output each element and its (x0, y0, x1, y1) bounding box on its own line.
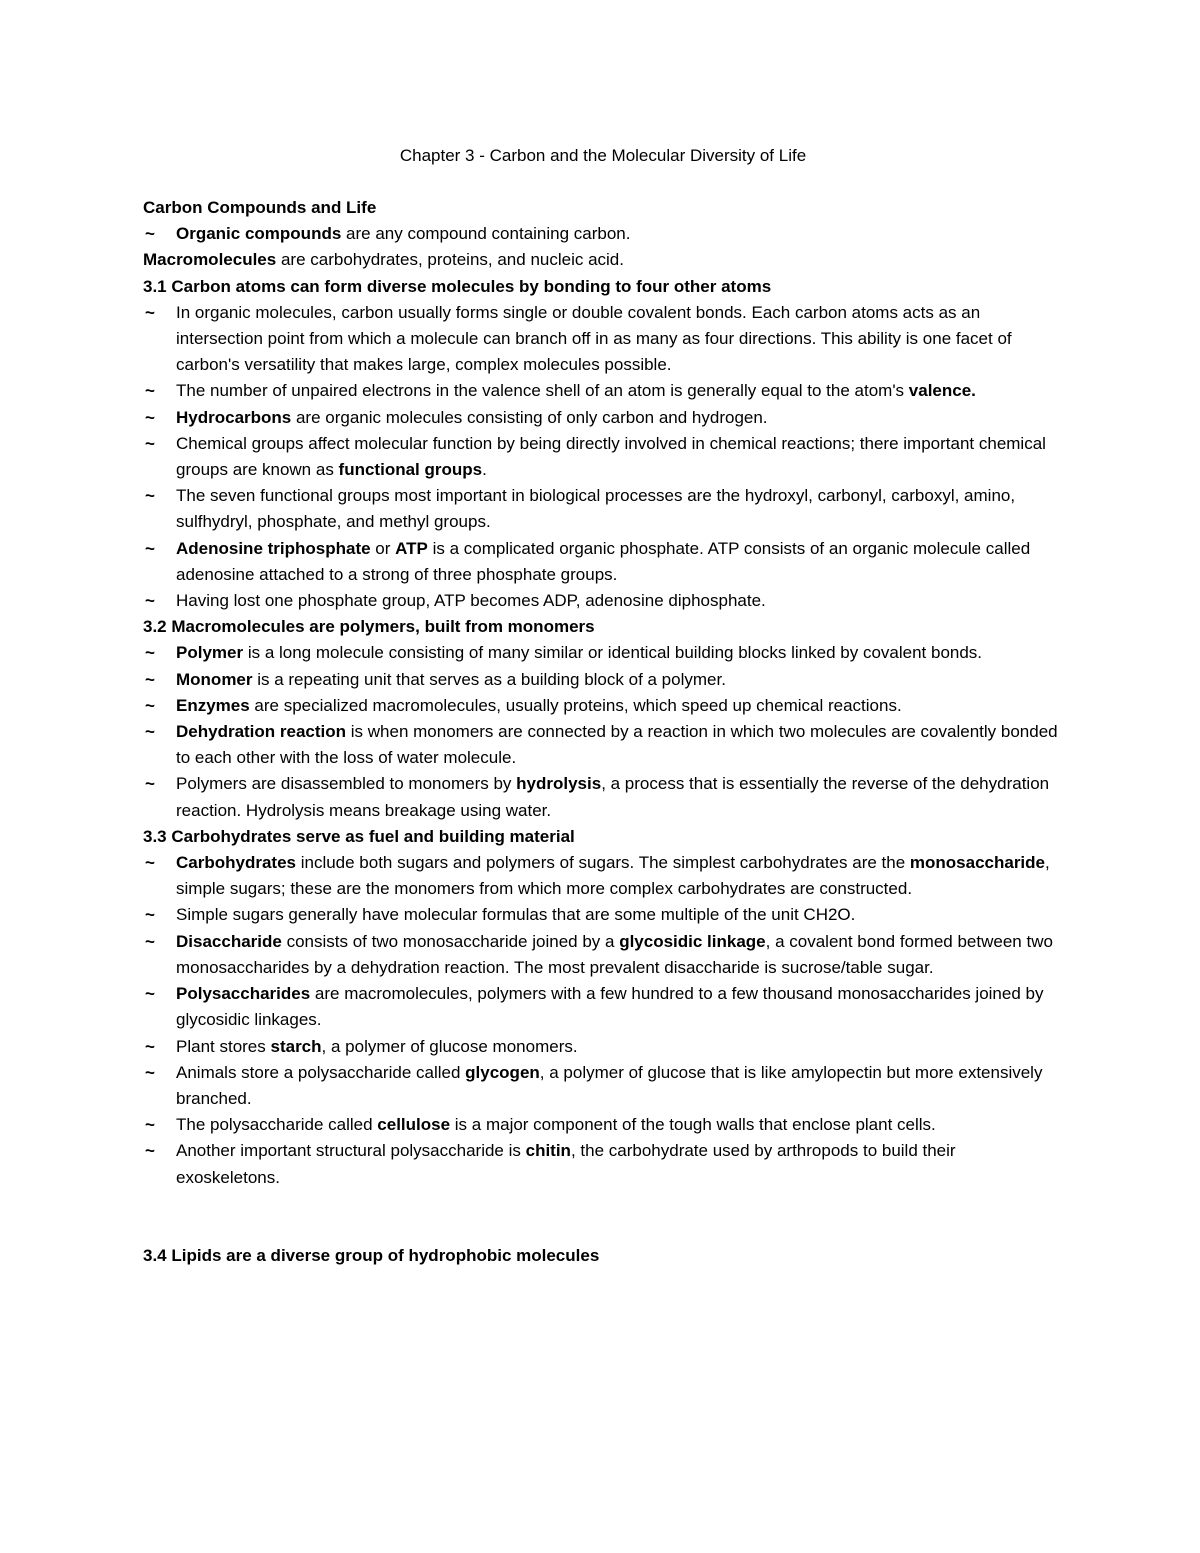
tilde-bullet-icon: ~ (145, 669, 155, 689)
text-run: , the carbohydrate used by arthropods to build their exoskeletons. (176, 1141, 956, 1187)
bold-term: valence. (908, 381, 976, 401)
bold-term: Enzymes (176, 695, 250, 715)
list-item (143, 929, 1063, 981)
list-item (143, 378, 1063, 404)
text-run: is a major component of the tough walls that enclose plant cells. (450, 1115, 936, 1135)
tilde-bullet-icon: ~ (145, 774, 155, 794)
section-heading: 3.3 Carbohydrates serve as fuel and building material (143, 826, 575, 846)
list-item (143, 640, 1063, 666)
paragraph (143, 247, 1063, 273)
bold-term: Polymer (176, 643, 244, 663)
tilde-bullet-icon: ~ (145, 1036, 155, 1056)
section-heading: Carbon Compounds and Life (143, 198, 377, 217)
bold-term: chitin (525, 1141, 571, 1161)
document-body (143, 143, 1063, 1269)
bold-term: glycosidic linkage (619, 931, 766, 951)
text-run: is a complicated organic phosphate. ATP consists of an organic molecule called adenosine attached to a strong of three phosphate groups. (176, 538, 1031, 584)
text-run: are specialized macromolecules, usually proteins, which speed up chemical reactions. (249, 695, 902, 715)
text-run: are organic molecules consisting of only carbon and hydrogen. (291, 407, 768, 427)
text-run: The polysaccharide called (176, 1115, 378, 1135)
tilde-bullet-icon: ~ (145, 538, 155, 558)
document-title: Chapter 3 - Carbon and the Molecular Diversity of Life (399, 146, 807, 165)
bold-term: ATP (395, 538, 428, 558)
text-run: , a process that is essentially the reverse of the dehydration reaction. Hydrolysis means breakage using water. (176, 774, 1050, 820)
list-item (143, 483, 1063, 535)
tilde-bullet-icon: ~ (145, 722, 155, 742)
tilde-bullet-icon: ~ (145, 486, 155, 506)
section (143, 614, 1063, 824)
bold-term: Hydrocarbons (176, 407, 292, 427)
text-run: , simple sugars; these are the monomers from which more complex carbohydrates are constructed. (176, 853, 1050, 899)
list-item (143, 588, 1063, 614)
section-heading: 3.2 Macromolecules are polymers, built from monomers (143, 617, 595, 637)
section (143, 824, 1063, 1191)
list-item (143, 300, 1063, 379)
tilde-bullet-icon: ~ (145, 905, 155, 925)
list-item (143, 1060, 1063, 1112)
tilde-bullet-icon: ~ (145, 853, 155, 873)
text-run: is when monomers are connected by a reaction in which two molecules are covalently bonded to each other with the loss of water molecule. (176, 722, 1058, 768)
tilde-bullet-icon: ~ (145, 302, 155, 322)
bold-term: starch (270, 1036, 322, 1056)
text-run: Chemical groups affect molecular function by being directly involved in chemical reactions; there important chemical groups are known as (176, 433, 1046, 480)
list-item (143, 1138, 1063, 1190)
text-run: The number of unpaired electrons in the valence shell of an atom is generally equal to the atom's (176, 381, 909, 401)
text-run: Another important structural polysaccharide is (176, 1141, 526, 1161)
list-item (143, 221, 1063, 247)
section (143, 1191, 1063, 1269)
bold-term: Organic compounds (176, 224, 342, 244)
list-item (143, 1034, 1063, 1060)
bold-term: cellulose (377, 1115, 451, 1135)
bold-term: functional groups (338, 460, 483, 480)
bold-term: Carbohydrates (176, 853, 296, 873)
list-item (143, 902, 1063, 928)
bold-term: Macromolecules (143, 250, 277, 270)
text-run: In organic molecules, carbon usually forms single or double covalent bonds. Each carbon atoms acts as an intersection point from which a molecule can branch off in as many as four directions. This ability is one facet of carbon's versatility that makes large, complex molecules possible. (176, 302, 1012, 375)
text-run: consists of two monosaccharide joined by a (281, 931, 620, 951)
tilde-bullet-icon: ~ (145, 1062, 155, 1082)
tilde-bullet-icon: ~ (145, 381, 155, 401)
bullet-list (143, 850, 1063, 1191)
bold-term: glycogen (465, 1062, 540, 1082)
sections-container (143, 195, 1063, 1269)
section (143, 195, 1063, 274)
text-run: , a polymer of glucose monomers. (321, 1036, 578, 1056)
text-run: . (482, 460, 487, 480)
list-item (143, 536, 1063, 588)
tilde-bullet-icon: ~ (145, 984, 155, 1004)
list-item (143, 405, 1063, 431)
text-run: Animals store a polysaccharide called (176, 1062, 466, 1082)
text-run: Having lost one phosphate group, ATP becomes ADP, adenosine diphosphate. (176, 591, 766, 611)
text-run: are macromolecules, polymers with a few hundred to a few thousand monosaccharides joined by glycosidic linkages. (176, 984, 1044, 1030)
section-heading: 3.4 Lipids are a diverse group of hydrophobic molecules (143, 1245, 600, 1265)
bullet-list (143, 221, 1063, 247)
bold-term: monosaccharide (909, 853, 1045, 873)
text-run: , a polymer of glucose that is like amylopectin but more extensively branched. (176, 1062, 1043, 1108)
text-run: are carbohydrates, proteins, and nucleic acid. (276, 250, 624, 270)
text-run: Plant stores (176, 1036, 271, 1056)
tilde-bullet-icon: ~ (145, 591, 155, 611)
tilde-bullet-icon: ~ (145, 224, 155, 244)
section (143, 274, 1063, 615)
text-run: , a covalent bond formed between two monosaccharides by a dehydration reaction. The most prevalent disaccharide is sucrose/table sugar. (176, 931, 1053, 977)
text-run: Simple sugars generally have molecular formulas that are some multiple of the unit CH2O. (176, 905, 856, 925)
bullet-list (143, 640, 1063, 823)
bold-term: Polysaccharides (176, 984, 311, 1004)
text-run: is a long molecule consisting of many similar or identical building blocks linked by covalent bonds. (243, 643, 983, 663)
tilde-bullet-icon: ~ (145, 407, 155, 427)
list-item (143, 850, 1063, 902)
list-item (143, 693, 1063, 719)
bold-term: Monomer (176, 669, 253, 689)
list-item (143, 1112, 1063, 1138)
text-run: include both sugars and polymers of sugars. The simplest carbohydrates are the (295, 853, 910, 873)
text-run: The seven functional groups most important in biological processes are the hydroxyl, carbonyl, carboxyl, amino, sulfhydryl, phosphate, and methyl groups. (176, 486, 1016, 532)
text-run: or (370, 538, 396, 558)
section-spacer (143, 1191, 1063, 1243)
tilde-bullet-icon: ~ (145, 433, 155, 453)
tilde-bullet-icon: ~ (145, 643, 155, 663)
list-item (143, 431, 1063, 483)
text-run: Polymers are disassembled to monomers by (176, 774, 517, 794)
text-run: are any compound containing carbon. (341, 224, 631, 244)
list-item (143, 719, 1063, 771)
bullet-list (143, 300, 1063, 614)
title-spacer (143, 169, 1063, 195)
section-heading: 3.1 Carbon atoms can form diverse molecules by bonding to four other atoms (143, 276, 772, 296)
list-item (143, 981, 1063, 1033)
bold-term: hydrolysis (516, 774, 602, 794)
bold-term: Dehydration reaction (176, 722, 347, 742)
tilde-bullet-icon: ~ (145, 695, 155, 715)
bold-term: Disaccharide (176, 931, 282, 951)
list-item (143, 771, 1063, 823)
tilde-bullet-icon: ~ (145, 1115, 155, 1135)
bold-term: Adenosine triphosphate (176, 538, 371, 558)
text-run: is a repeating unit that serves as a building block of a polymer. (252, 669, 726, 689)
tilde-bullet-icon: ~ (145, 931, 155, 951)
list-item (143, 667, 1063, 693)
tilde-bullet-icon: ~ (145, 1141, 155, 1161)
